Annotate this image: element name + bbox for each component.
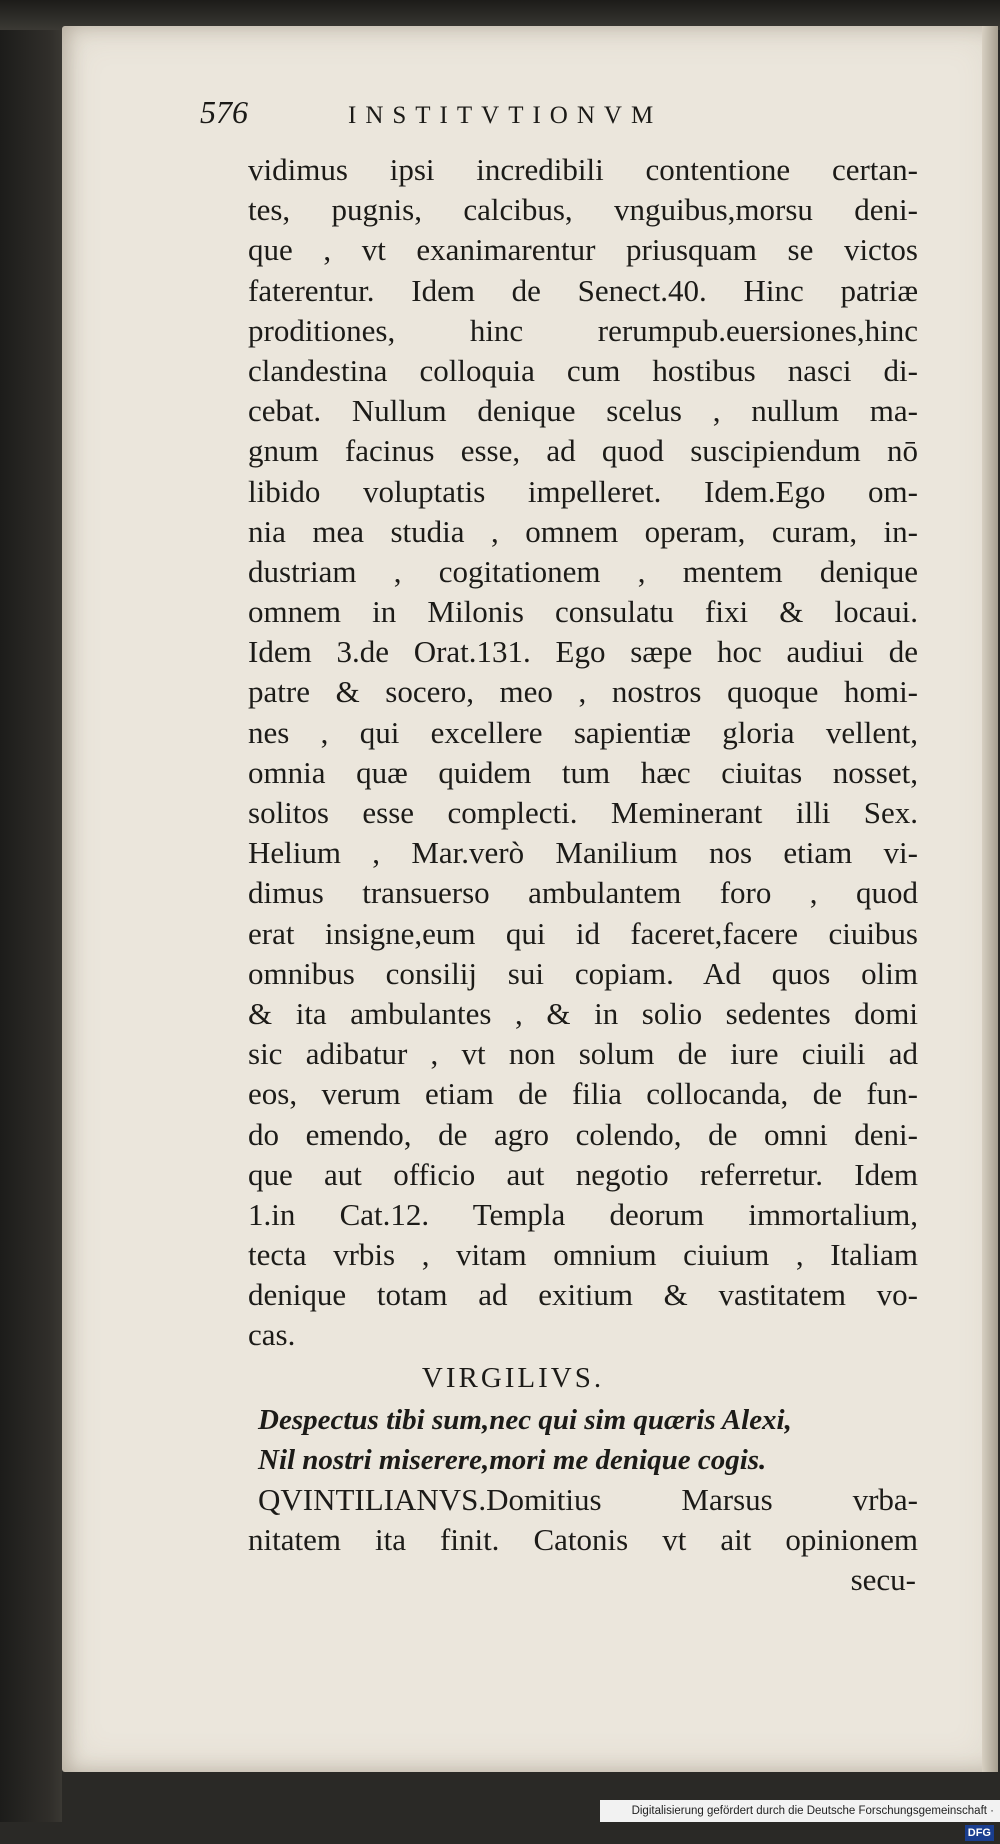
dfg-logo: DFG bbox=[965, 1825, 994, 1841]
text-line: dimus transuerso ambulantem foro , quod bbox=[248, 875, 918, 911]
text-line: cebat. Nullum denique scelus , nullum ma- bbox=[248, 393, 918, 429]
catchword: secu- bbox=[850, 1562, 916, 1598]
text-line: gnum facinus esse, ad quod suscipiendum nō bbox=[248, 433, 918, 469]
section-heading: VIRGILIVS. bbox=[421, 1361, 605, 1394]
verse-line: Despectus tibi sum,nec qui sim quæris Alexi, bbox=[258, 1403, 792, 1436]
text-line: nes , qui excellere sapientiæ gloria vellent, bbox=[248, 714, 918, 750]
digitization-footer bbox=[600, 1800, 1000, 1839]
text-line: erat insigne,eum qui id faceret,facere ciuibus bbox=[248, 915, 918, 951]
text-line: QVINTILIANVS.Domitius Marsus vrba- bbox=[258, 1482, 918, 1517]
footer-credit: Digitalisierung gefördert durch die Deutsche Forschungsgemeinschaft · bbox=[631, 1805, 994, 1817]
text-line: tes, pugnis, calcibus, vnguibus,morsu deni- bbox=[248, 192, 918, 228]
text-line: omnibus consilij sui copiam. Ad quos olim bbox=[248, 955, 918, 991]
text-line: clandestina colloquia cum hostibus nasci di- bbox=[248, 352, 918, 388]
text-line: 1.in Cat.12. Templa deorum immortalium, bbox=[248, 1196, 918, 1232]
page-header bbox=[200, 94, 840, 134]
text-line: eos, verum etiam de filia collocanda, de fun- bbox=[248, 1076, 918, 1112]
text-line: omnem in Milonis consulatu fixi & locaui. bbox=[248, 594, 918, 630]
text-line: proditiones, hinc rerumpub.euersiones,hinc bbox=[248, 312, 918, 348]
text-line: Idem 3.de Orat.131. Ego sæpe hoc audiui de bbox=[248, 634, 918, 670]
text-line: tecta vrbis , vitam omnium ciuium , Italiam bbox=[248, 1237, 918, 1273]
page-text bbox=[248, 150, 918, 1601]
scan-border-left bbox=[0, 0, 62, 1822]
page-number: 576 bbox=[200, 94, 248, 130]
text-line: Helium , Mar.verò Manilium nos etiam vi- bbox=[248, 835, 918, 871]
text-line: cas. bbox=[248, 1317, 296, 1353]
text-line: do emendo, de agro colendo, de omni deni- bbox=[248, 1116, 918, 1152]
text-line: que aut officio aut negotio referretur. Idem bbox=[248, 1156, 918, 1192]
text-line: dustriam , cogitationem , mentem denique bbox=[248, 553, 918, 589]
page-edge bbox=[982, 26, 998, 1772]
text-line: solitos esse complecti. Meminerant illi Sex. bbox=[248, 795, 918, 830]
running-title: INSTITVTIONVM bbox=[348, 102, 663, 129]
text-line: sic adibatur , vt non solum de iure ciuili ad bbox=[248, 1036, 918, 1072]
text-line: nia mea studia , omnem operam, curam, in- bbox=[248, 513, 918, 549]
text-line: vidimus ipsi incredibili contentione certan- bbox=[248, 152, 918, 187]
text-line: & ita ambulantes , & in solio sedentes domi bbox=[248, 995, 918, 1031]
text-line: denique totam ad exitium & vastitatem vo- bbox=[248, 1277, 918, 1313]
text-line: patre & socero, meo , nostros quoque homi- bbox=[248, 674, 918, 710]
text-line: que , vt exanimarentur priusquam se victos bbox=[248, 232, 918, 268]
text-line: omnia quæ quidem tum hæc ciuitas nosset, bbox=[248, 754, 918, 790]
text-line: nitatem ita finit. Catonis vt ait opinionem bbox=[248, 1522, 918, 1558]
text-line: faterentur. Idem de Senect.40. Hinc patriæ bbox=[248, 272, 918, 308]
text-line: libido voluptatis impelleret. Idem.Ego om- bbox=[248, 473, 918, 509]
verse-line: Nil nostri miserere,mori me denique cogis. bbox=[258, 1443, 767, 1476]
